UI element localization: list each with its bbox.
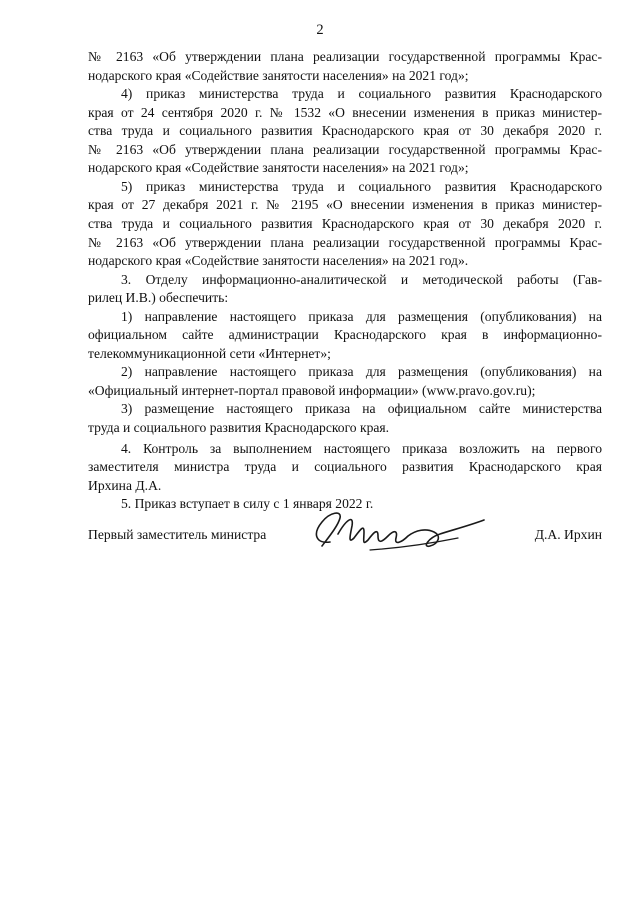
text-line: 1) направление настоящего приказа для размещения (опубликования) на xyxy=(121,308,602,324)
text-line: Ирхина Д.А. xyxy=(88,477,162,493)
text-line: 2) направление настоящего приказа для размещения (опубликования) на xyxy=(121,364,602,380)
text-line: № 2163 «Об утверждении плана реализации государственной программы Крас- xyxy=(88,49,602,64)
text-line: 3. Отделу информационно-аналитической и методической работы (Гав- xyxy=(121,271,602,287)
text-line: ства труда и социального развития Краснодарского края от 30 декабря 2020 г. xyxy=(88,215,602,231)
text-line: нодарского края «Содействие занятости населения» на 2021 год»; xyxy=(88,67,469,83)
text-line: «Официальный интернет-портал правовой информации» (www.pravo.gov.ru); xyxy=(88,382,536,398)
text-line: края от 24 сентября 2020 г. № 1532 «О внесении изменения в приказ министер- xyxy=(88,104,602,120)
text-line: 5. Приказ вступает в силу с 1 января 2022 г. xyxy=(121,496,374,512)
text-line: 5) приказ министерства труда и социального развития Краснодарского xyxy=(121,178,602,194)
text-line: нодарского края «Содействие занятости населения» на 2021 год». xyxy=(88,253,469,269)
text-line: официальном сайте администрации Краснодарского края в информационно- xyxy=(88,327,602,343)
text-line: ства труда и социального развития Краснодарского края от 30 декабря 2020 г. xyxy=(88,123,602,139)
text-line: труда и социального развития Краснодарского края. xyxy=(88,420,390,435)
handwritten-signature xyxy=(308,504,498,560)
text-line: 4) приказ министерства труда и социального развития Краснодарского xyxy=(121,86,602,102)
text-line: рилец И.В.) обеспечить: xyxy=(88,290,229,306)
text-line: 3) размещение настоящего приказа на официальном сайте министерства xyxy=(121,401,602,417)
page-number: 2 xyxy=(316,22,324,38)
text-line: телекоммуникационной сети «Интернет»; xyxy=(88,345,331,361)
text-line: № 2163 «Об утверждении плана реализации государственной программы Крас- xyxy=(88,141,602,157)
text-line: № 2163 «Об утверждении плана реализации государственной программы Крас- xyxy=(88,234,602,250)
signatory-title: Первый заместитель министра xyxy=(88,527,267,542)
text-line: 4. Контроль за выполнением настоящего приказа возложить на первого xyxy=(121,440,602,456)
signatory-name: Д.А. Ирхин xyxy=(534,527,602,542)
text-line: нодарского края «Содействие занятости населения» на 2021 год»; xyxy=(88,160,469,176)
text-line: заместителя министра труда и социального развития Краснодарского края xyxy=(88,459,602,475)
text-line: края от 27 декабря 2021 г. № 2195 «О внесении изменения в приказ министер- xyxy=(88,197,602,213)
